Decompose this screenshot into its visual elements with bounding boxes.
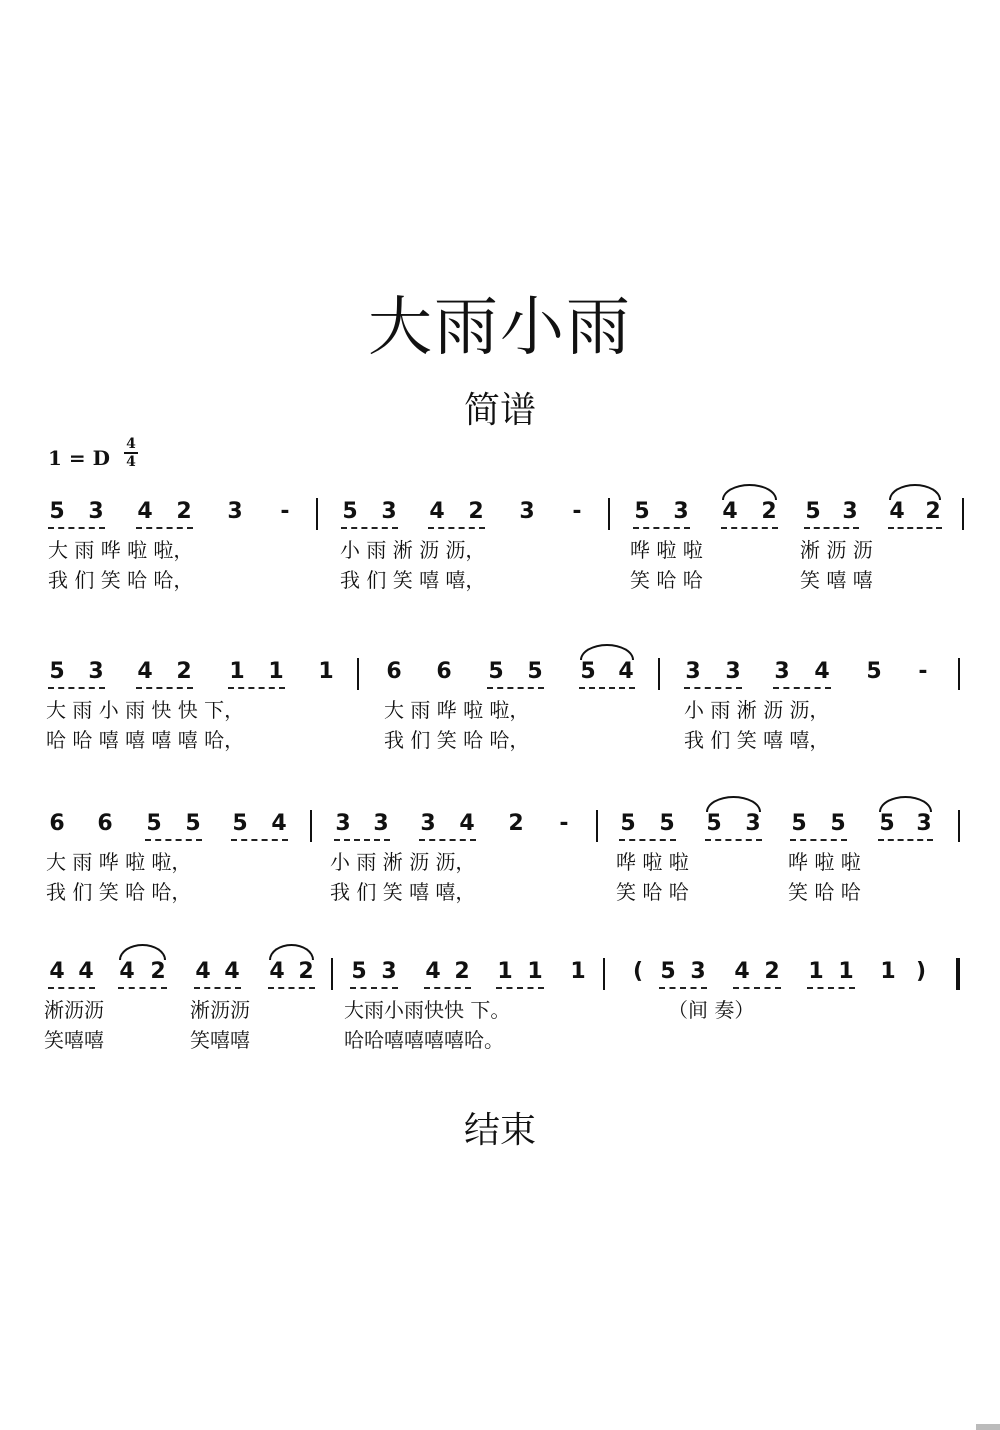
note-4: 4 [224,959,240,984]
note-5: 5 [706,811,722,836]
note-6: 6 [97,811,113,836]
eighth-underline [136,527,193,529]
note-1: 1 [570,959,586,984]
eighth-underline [350,987,398,989]
barline [603,958,605,990]
note-3: 3 [690,959,706,984]
note-2: 2 [925,499,941,524]
lyric-verse-1: 哗 啦 啦 [616,850,689,874]
barline [357,658,359,690]
lyric-verse-2: 我 们 笑 嘻 嘻， [340,568,486,592]
note-4: 4 [271,811,287,836]
eighth-underline [579,687,635,689]
note-4: 4 [78,959,94,984]
note-6: 6 [436,659,452,684]
note-4: 4 [459,811,475,836]
note-1: 1 [880,959,896,984]
lyric-verse-1: 大 雨 哗 啦 啦， [384,698,530,722]
score-system-3 [0,810,1000,930]
note-2: 2 [761,499,777,524]
note-6: 6 [49,811,65,836]
corner-mark [976,1424,1000,1430]
note-4: 4 [425,959,441,984]
note-5: 5 [488,659,504,684]
note-1: 1 [497,959,513,984]
lyric-verse-2: 我 们 笑 嘻 嘻， [684,728,830,752]
sustain-dash: - [280,499,290,524]
lyric-verse-1: 小 雨 淅 沥 沥， [340,538,486,562]
eighth-underline [145,839,202,841]
barline [310,810,312,842]
note-2: 2 [508,811,524,836]
note-1: 1 [318,659,334,684]
note-3: 3 [725,659,741,684]
lyric-verse-1: （间 奏） [668,998,755,1022]
barline [331,958,333,990]
note-5: 5 [830,811,846,836]
eighth-underline [268,987,315,989]
lyric-verse-2: 笑 哈 哈 [616,880,689,904]
note-5: 5 [634,499,650,524]
lyric-verse-1: 淅沥沥 [44,998,104,1022]
sustain-dash: - [559,811,569,836]
final-barline [956,958,960,990]
barline [962,498,964,530]
note-1: 1 [268,659,284,684]
note-4: 4 [429,499,445,524]
key-label: 1 = D [48,446,110,470]
eighth-underline [136,687,193,689]
note-3: 3 [774,659,790,684]
eighth-underline [334,839,390,841]
time-signature-top: 4 [126,436,136,452]
score-system-4 [0,958,1000,1078]
eighth-underline [428,527,485,529]
lyric-verse-2: 笑 嘻 嘻 [800,568,873,592]
note-5: 5 [49,499,65,524]
note-2: 2 [468,499,484,524]
lyric-verse-2: 笑嘻嘻 [190,1028,250,1052]
note-5: 5 [866,659,882,684]
time-signature [124,436,138,470]
note-4: 4 [137,499,153,524]
note-4: 4 [618,659,634,684]
song-title: 大雨小雨 [368,291,632,365]
lyric-verse-2: 我 们 笑 哈 哈， [384,728,530,752]
eighth-underline [48,527,105,529]
barline [608,498,610,530]
note-1: 1 [527,959,543,984]
lyric-verse-1: 淅 沥 沥 [800,538,873,562]
barline [658,658,660,690]
eighth-underline [48,987,95,989]
note-5: 5 [805,499,821,524]
note-2: 2 [150,959,166,984]
note-3: 3 [519,499,535,524]
eighth-underline [633,527,690,529]
note-5: 5 [660,959,676,984]
barline [316,498,318,530]
note-2: 2 [454,959,470,984]
eighth-underline [878,839,933,841]
ending-label: 结束 [463,1110,536,1151]
note-5: 5 [146,811,162,836]
note-4: 4 [195,959,211,984]
note-1: 1 [808,959,824,984]
note-3: 3 [373,811,389,836]
eighth-underline [804,527,859,529]
note-3: 3 [335,811,351,836]
note-4: 4 [137,659,153,684]
score-system-1 [0,498,1000,618]
note-4: 4 [119,959,135,984]
lyric-verse-1: 大雨小雨快快 下。 [344,998,511,1022]
note-3: 3 [88,659,104,684]
note-4: 4 [722,499,738,524]
note-2: 2 [298,959,314,984]
note-4: 4 [269,959,285,984]
lyric-verse-2: 哈 哈 嘻 嘻 嘻 嘻 哈， [46,728,245,752]
note-1: 1 [229,659,245,684]
note-4: 4 [889,499,905,524]
sustain-dash: - [572,499,582,524]
interlude-paren: ) [916,959,927,984]
note-5: 5 [342,499,358,524]
score-system-2 [0,658,1000,778]
note-5: 5 [791,811,807,836]
score-subtitle: 简谱 [463,390,536,431]
barline [958,810,960,842]
eighth-underline [619,839,676,841]
eighth-underline [684,687,742,689]
sustain-dash: - [918,659,928,684]
lyric-verse-1: 大 雨 哗 啦 啦， [46,850,192,874]
eighth-underline [496,987,544,989]
eighth-underline [194,987,241,989]
eighth-underline [48,687,105,689]
note-5: 5 [527,659,543,684]
eighth-underline [773,687,831,689]
note-3: 3 [916,811,932,836]
lyric-verse-1: 大 雨 哗 啦 啦， [48,538,194,562]
note-4: 4 [814,659,830,684]
note-3: 3 [88,499,104,524]
eighth-underline [341,527,398,529]
lyric-verse-2: 笑嘻嘻 [44,1028,104,1052]
lyric-verse-1: 大 雨 小 雨 快 快 下， [46,698,245,722]
eighth-underline [888,527,942,529]
lyric-verse-1: 小 雨 淅 沥 沥， [684,698,830,722]
note-6: 6 [386,659,402,684]
lyric-verse-2: 我 们 笑 哈 哈， [46,880,192,904]
note-5: 5 [580,659,596,684]
lyric-verse-1: 小 雨 淅 沥 沥， [330,850,476,874]
lyric-verse-2: 我 们 笑 嘻 嘻， [330,880,476,904]
note-4: 4 [734,959,750,984]
note-3: 3 [842,499,858,524]
note-3: 3 [685,659,701,684]
note-3: 3 [745,811,761,836]
note-3: 3 [673,499,689,524]
note-3: 3 [381,499,397,524]
interlude-paren: ( [633,959,644,984]
eighth-underline [419,839,476,841]
note-4: 4 [49,959,65,984]
lyric-verse-2: 笑 哈 哈 [630,568,703,592]
note-3: 3 [381,959,397,984]
note-3: 3 [420,811,436,836]
lyric-verse-1: 淅沥沥 [190,998,250,1022]
lyric-verse-2: 我 们 笑 哈 哈， [48,568,194,592]
note-5: 5 [185,811,201,836]
note-5: 5 [659,811,675,836]
eighth-underline [228,687,285,689]
note-2: 2 [176,499,192,524]
note-5: 5 [879,811,895,836]
eighth-underline [705,839,762,841]
time-signature-bottom: 4 [126,454,136,470]
eighth-underline [487,687,544,689]
barline [958,658,960,690]
note-5: 5 [620,811,636,836]
eighth-underline [118,987,167,989]
eighth-underline [424,987,471,989]
note-5: 5 [232,811,248,836]
note-5: 5 [351,959,367,984]
lyric-verse-2: 笑 哈 哈 [788,880,861,904]
barline [596,810,598,842]
note-2: 2 [764,959,780,984]
eighth-underline [790,839,847,841]
eighth-underline [733,987,781,989]
note-1: 1 [838,959,854,984]
note-5: 5 [49,659,65,684]
note-2: 2 [176,659,192,684]
eighth-underline [721,527,778,529]
lyric-verse-2: 哈哈嘻嘻嘻嘻哈。 [344,1028,504,1052]
eighth-underline [231,839,288,841]
note-3: 3 [227,499,243,524]
eighth-underline [659,987,707,989]
lyric-verse-1: 哗 啦 啦 [788,850,861,874]
lyric-verse-1: 哗 啦 啦 [630,538,703,562]
eighth-underline [807,987,855,989]
